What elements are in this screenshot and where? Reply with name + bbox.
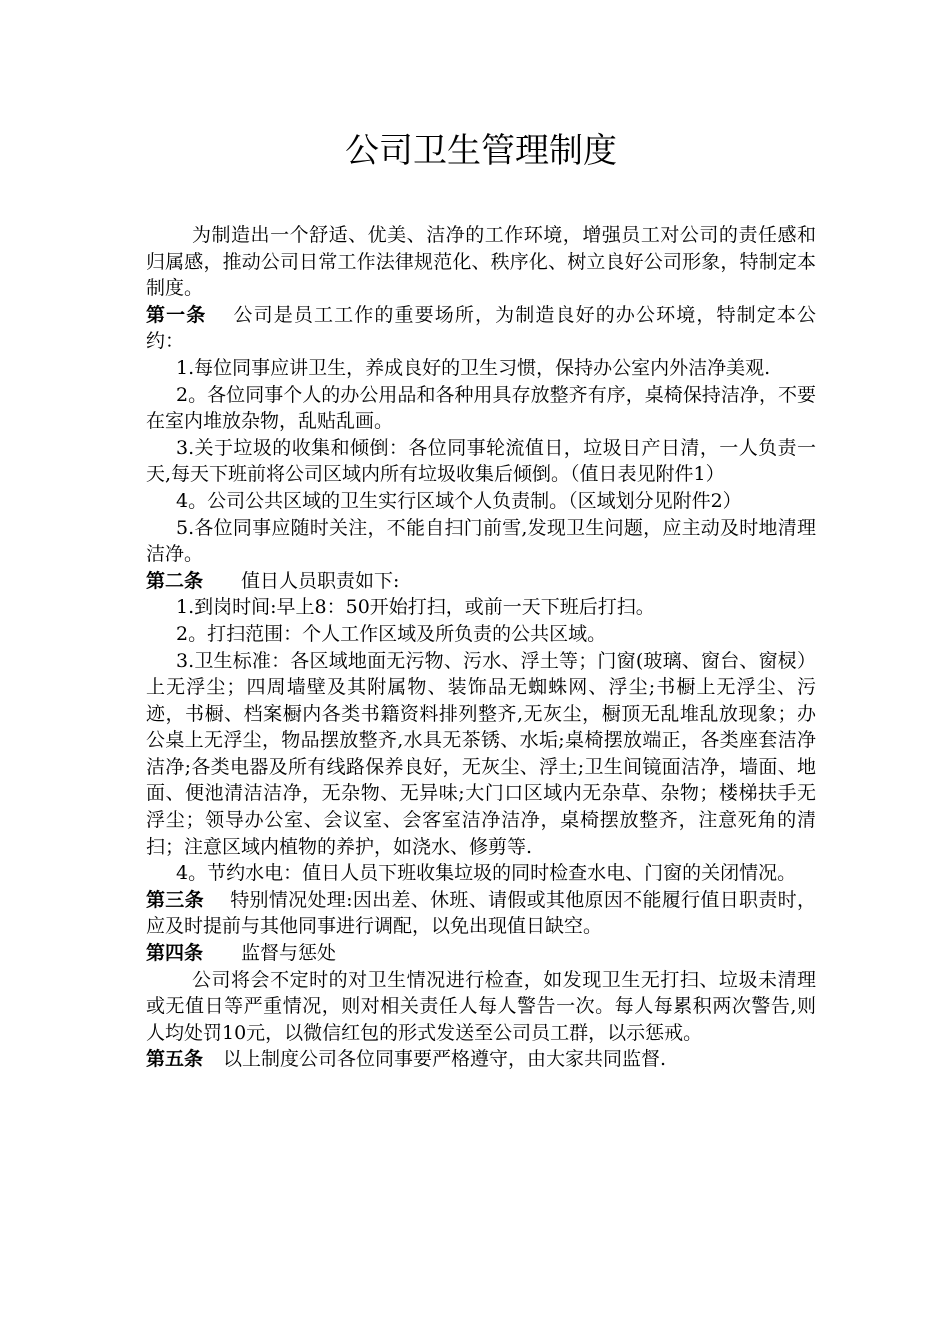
- article-label: 第三条: [146, 888, 204, 911]
- article-2-item-4: 4。节约水电：值日人员下班收集垃圾的同时检查水电、门窗的关闭情况。: [176, 862, 797, 885]
- article-label: 第一条: [146, 303, 207, 326]
- article-label: 第五条: [146, 1048, 204, 1071]
- document-title: 公司卫生管理制度: [345, 131, 617, 171]
- document-body: [146, 222, 816, 1073]
- article-1-item-4: 4。公司公共区域的卫生实行区域个人负责制。（区域划分见附件2）: [176, 489, 742, 512]
- article-1-item-2: 2。各位同事个人的办公用品和各种用具存放整齐有序，桌椅保持洁净，不要在室内堆放杂物，乱贴乱画。: [146, 383, 816, 433]
- article-5: [146, 1046, 816, 1073]
- article-4-paragraph: 公司将会不定时的对卫生情况进行检查，如发现卫生无打扫、垃圾未清理或无值日等严重情况，则对相关责任人每人警告一次。每人每累积两次警告,则人均处罚10元，以微信红包的形式发送至公司员工群，以示惩戒。: [146, 968, 816, 1044]
- article-label: 第四条: [146, 942, 204, 965]
- article-2: [146, 568, 816, 595]
- article-text: 公司是员工工作的重要场所，为制造良好的办公环境，特制定本公约：: [146, 303, 816, 353]
- article-2-item-2: 2。打扫范围：个人工作区域及所负责的公共区域。: [176, 622, 607, 645]
- article-text: 值日人员职责如下:: [241, 569, 400, 592]
- article-2-item-3: 3.卫生标准：各区域地面无污物、污水、浮土等；门窗(玻璃、窗台、窗棂）上无浮尘；四周墙壁及其附属物、装饰品无蜘蛛网、浮尘;书橱上无浮尘、污迹，书橱、档案橱内各类书籍资料排列整齐,无灰尘，橱顶无乱堆乱放现象；办公桌上无浮尘，物品摆放整齐,水具无茶锈、水垢;桌椅摆放端正，各类座套洁净洁净;各类电器及所有线路保养良好，无灰尘、浮土;卫生间镜面洁净，墙面、地面、便池清洁洁净，无杂物、无异味;大门口区域内无杂草、杂物；楼梯扶手无浮尘；领导办公室、会议室、会客室洁净洁净，桌椅摆放整齐，注意死角的清扫；注意区域内植物的养护，如浇水、修剪等.: [146, 649, 816, 858]
- article-4: [146, 940, 816, 967]
- article-1: [146, 302, 816, 355]
- article-text: 以上制度公司各位同事要严格遵守，由大家共同监督.: [223, 1048, 667, 1071]
- article-2-item-1: 1.到岗时间:早上8：50开始打扫，或前一天下班后打扫。: [176, 596, 655, 619]
- article-text: 监督与惩处: [241, 942, 337, 965]
- intro-paragraph: 为制造出一个舒适、优美、洁净的工作环境，增强员工对公司的责任感和归属感，推动公司日常工作法律规范化、秩序化、树立良好公司形象，特制定本制度。: [146, 224, 816, 300]
- article-1-item-5: 5.各位同事应随时关注，不能自扫门前雪,发现卫生问题，应主动及时地清理洁净。: [146, 516, 816, 566]
- article-text: 特别情况处理:因出差、休班、请假或其他原因不能履行值日职责时，应及时提前与其他同事进行调配，以免出现值日缺空。: [146, 888, 816, 938]
- article-label: 第二条: [146, 569, 204, 592]
- article-1-item-1: 1.每位同事应讲卫生，养成良好的卫生习惯，保持办公室内外洁净美观.: [176, 356, 771, 379]
- article-1-item-3: 3.关于垃圾的收集和倾倒：各位同事轮流值日，垃圾日产日清，一人负责一天,每天下班前将公司区域内所有垃圾收集后倾倒。（值日表见附件1）: [146, 436, 816, 486]
- article-3: [146, 887, 816, 940]
